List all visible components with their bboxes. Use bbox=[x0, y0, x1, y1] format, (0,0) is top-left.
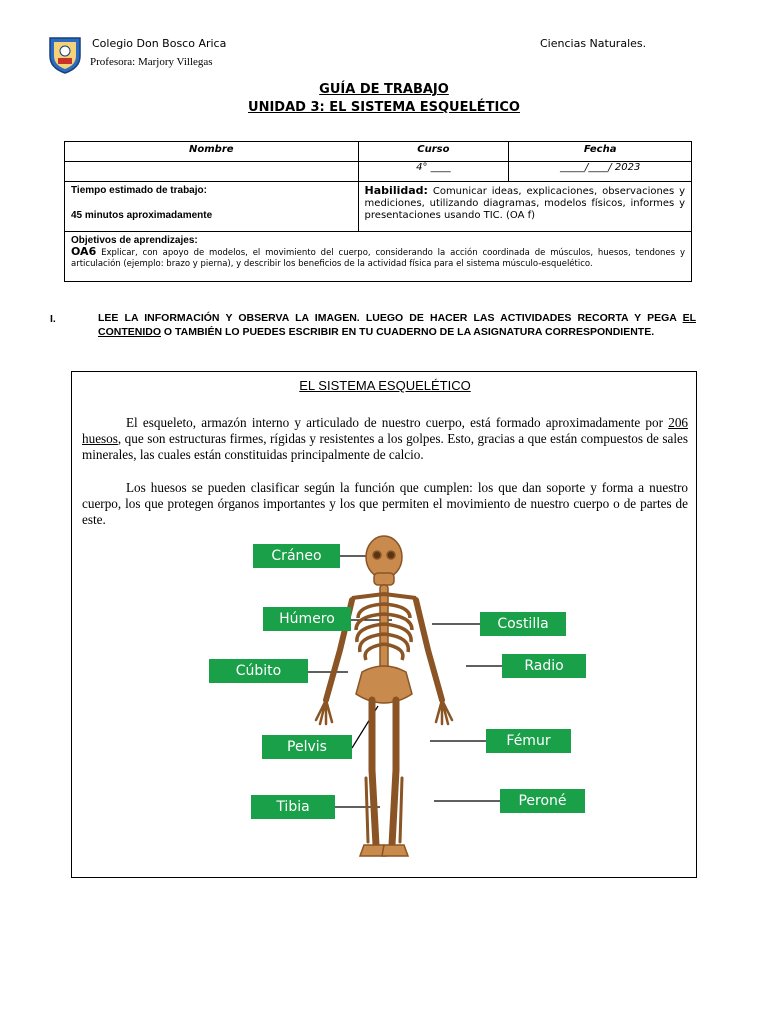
skill-cell bbox=[358, 182, 691, 232]
guide-title: GUÍA DE TRABAJO bbox=[319, 82, 449, 97]
header-course: Curso bbox=[358, 142, 509, 162]
time-value: 45 minutos aproximadamente bbox=[71, 210, 213, 221]
objectives-label: Objetivos de aprendizajes: bbox=[71, 235, 198, 246]
time-label: Tiempo estimado de trabajo: bbox=[71, 185, 207, 196]
p1-text-a: El esqueleto, armazón interno y articulado de nuestro cuerpo, está formado aproximadamente por bbox=[126, 415, 669, 430]
paragraph-1 bbox=[82, 415, 688, 463]
skill-text: Comunicar ideas, explicaciones, observaciones y mediciones, utilizando diagramas, modelos físicos, informes y presentaciones usando TIC. (OA f) bbox=[364, 186, 685, 221]
label-femur: Fémur bbox=[486, 729, 571, 753]
objective-text bbox=[71, 246, 685, 270]
label-radio: Radio bbox=[502, 654, 586, 678]
p1-text-b: , que son estructuras firmes, rígidas y resistentes a los golpes. Esto, gracias a que están compuestos de sales minerales, las cuales están constituidas principalmente de calcio. bbox=[82, 431, 688, 462]
content-title: EL SISTEMA ESQUELÉTICO bbox=[299, 378, 471, 393]
skill-label: Habilidad: bbox=[364, 184, 428, 197]
subject-name: Ciencias Naturales. bbox=[540, 37, 647, 50]
label-craneo: Cráneo bbox=[253, 544, 340, 568]
label-humero: Húmero bbox=[263, 607, 351, 631]
header-name: Nombre bbox=[65, 142, 359, 162]
instructions bbox=[98, 311, 696, 339]
header-date: Fecha bbox=[509, 142, 692, 162]
paragraph-2: Los huesos se pueden clasificar según la función que cumplen: los que dan soporte y forma a nuestro cuerpo, los que protegen órganos importantes y los que permiten el movimiento de nuestro cuerpo o de partes de este. bbox=[82, 480, 688, 527]
school-name: Colegio Don Bosco Arica bbox=[92, 37, 227, 50]
content-box bbox=[71, 371, 697, 878]
time-cell bbox=[65, 182, 359, 232]
teacher-name: Profesora: Marjory Villegas bbox=[90, 56, 213, 68]
label-pelvis: Pelvis bbox=[262, 735, 352, 759]
name-field[interactable] bbox=[65, 162, 359, 182]
p1-underlined: 206 huesos bbox=[82, 415, 688, 446]
label-perone: Peroné bbox=[500, 789, 585, 813]
label-cubito: Cúbito bbox=[209, 659, 308, 683]
info-table bbox=[64, 141, 692, 282]
objectives-cell bbox=[65, 232, 692, 282]
instructions-text-b: O TAMBIÉN LO PUEDES ESCRIBIR EN TU CUADERNO DE LA ASIGNATURA CORRESPONDIENTE. bbox=[161, 326, 655, 338]
oa-code: OA6 bbox=[71, 245, 97, 258]
course-field[interactable]: 4° ____ bbox=[358, 162, 509, 182]
school-logo bbox=[48, 36, 82, 74]
unit-title: UNIDAD 3: EL SISTEMA ESQUELÉTICO bbox=[248, 100, 520, 115]
date-field[interactable]: _____/____/ 2023 bbox=[509, 162, 692, 182]
instructions-underlined: EL CONTENIDO bbox=[98, 312, 696, 338]
label-tibia: Tibia bbox=[251, 795, 335, 819]
instructions-text-a: LEE LA INFORMACIÓN Y OBSERVA LA IMAGEN. LUEGO DE HACER LAS ACTIVIDADES RECORTA Y PEGA bbox=[98, 312, 683, 324]
section-number: I. bbox=[50, 313, 56, 325]
label-costilla: Costilla bbox=[480, 612, 566, 636]
oa-text: Explicar, con apoyo de modelos, el movimiento del cuerpo, considerando la acción coordinada de músculos, huesos, tendones y articulación (ejemplo: brazo y pierna), y describir los beneficios de la actividad física para el sistema músculo-esquelético. bbox=[71, 248, 685, 269]
